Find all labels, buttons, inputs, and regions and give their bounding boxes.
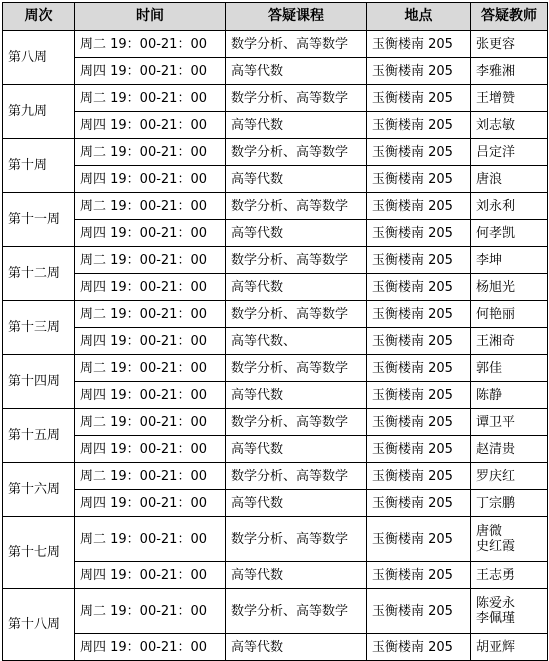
- teacher-name: 陈爱永: [476, 596, 516, 611]
- course-cell: 数学分析、高等数学: [226, 85, 367, 112]
- header-row: [3, 3, 548, 31]
- week-cell: 第十五周: [3, 409, 75, 463]
- teacher-name: 李雅湘: [476, 63, 516, 79]
- place-cell: 玉衡楼南 205: [367, 328, 471, 355]
- time-cell: 周四 19：00-21：00: [75, 436, 226, 463]
- teacher-cell: [471, 112, 548, 139]
- week-cell: 第十七周: [3, 517, 75, 589]
- teacher-cell: [471, 436, 548, 463]
- teacher-cell: [471, 328, 548, 355]
- teacher-cell: [471, 139, 548, 166]
- header-course: 答疑课程: [226, 3, 367, 31]
- teacher-name: 罗庆红: [476, 468, 516, 484]
- teacher-name: 丁宗鹏: [476, 495, 516, 511]
- course-cell: 高等代数: [226, 112, 367, 139]
- time-cell: 周四 19：00-21：00: [75, 382, 226, 409]
- teacher-cell: [471, 274, 548, 301]
- place-cell: 玉衡楼南 205: [367, 589, 471, 634]
- teacher-name: 唐微: [476, 524, 503, 539]
- table-row: [3, 247, 548, 274]
- teacher-cell: [471, 301, 548, 328]
- time-cell: 周二 19：00-21：00: [75, 301, 226, 328]
- course-cell: 数学分析、高等数学: [226, 139, 367, 166]
- teacher-name: 何孝凯: [476, 225, 516, 241]
- place-cell: 玉衡楼南 205: [367, 382, 471, 409]
- header-teacher: 答疑教师: [471, 3, 548, 31]
- table-row: [3, 463, 548, 490]
- time-cell: 周四 19：00-21：00: [75, 562, 226, 589]
- place-cell: 玉衡楼南 205: [367, 139, 471, 166]
- table-row: [3, 382, 548, 409]
- teacher-cell: [471, 562, 548, 589]
- time-cell: 周四 19：00-21：00: [75, 58, 226, 85]
- teacher-cell: [471, 166, 548, 193]
- teacher-cell: [471, 193, 548, 220]
- place-cell: 玉衡楼南 205: [367, 634, 471, 661]
- course-cell: 高等代数: [226, 436, 367, 463]
- course-cell: 高等代数、: [226, 328, 367, 355]
- time-cell: 周四 19：00-21：00: [75, 112, 226, 139]
- teacher-cell: [471, 634, 548, 661]
- place-cell: 玉衡楼南 205: [367, 247, 471, 274]
- teacher-name: 杨旭光: [476, 279, 516, 295]
- teacher-cell: [471, 247, 548, 274]
- teacher-cell: [471, 355, 548, 382]
- table-row: [3, 220, 548, 247]
- teacher-name: 谭卫平: [476, 414, 516, 430]
- time-cell: 周二 19：00-21：00: [75, 193, 226, 220]
- table-row: [3, 85, 548, 112]
- time-cell: 周四 19：00-21：00: [75, 274, 226, 301]
- week-cell: 第八周: [3, 31, 75, 85]
- course-cell: 高等代数: [226, 58, 367, 85]
- place-cell: 玉衡楼南 205: [367, 166, 471, 193]
- table-row: [3, 562, 548, 589]
- time-cell: 周二 19：00-21：00: [75, 409, 226, 436]
- course-cell: 数学分析、高等数学: [226, 409, 367, 436]
- teacher-name: 唐浪: [476, 171, 503, 187]
- course-cell: 高等代数: [226, 220, 367, 247]
- course-cell: 数学分析、高等数学: [226, 193, 367, 220]
- place-cell: 玉衡楼南 205: [367, 562, 471, 589]
- teacher-cell: [471, 589, 548, 634]
- schedule-body: [3, 31, 548, 661]
- week-cell: 第十二周: [3, 247, 75, 301]
- time-cell: 周四 19：00-21：00: [75, 166, 226, 193]
- place-cell: 玉衡楼南 205: [367, 58, 471, 85]
- table-row: [3, 589, 548, 634]
- table-row: [3, 58, 548, 85]
- teacher-name: 胡亚辉: [476, 639, 516, 655]
- teacher-name: 刘志敏: [476, 117, 516, 133]
- course-cell: 高等代数: [226, 274, 367, 301]
- teacher-name: 王增赞: [476, 90, 516, 106]
- time-cell: 周四 19：00-21：00: [75, 328, 226, 355]
- course-cell: 高等代数: [226, 562, 367, 589]
- week-cell: 第十四周: [3, 355, 75, 409]
- place-cell: 玉衡楼南 205: [367, 355, 471, 382]
- time-cell: 周二 19：00-21：00: [75, 31, 226, 58]
- table-row: [3, 634, 548, 661]
- table-row: [3, 166, 548, 193]
- teacher-cell: [471, 85, 548, 112]
- place-cell: 玉衡楼南 205: [367, 220, 471, 247]
- week-cell: 第十三周: [3, 301, 75, 355]
- teacher-name: 王湘奇: [476, 333, 516, 349]
- place-cell: 玉衡楼南 205: [367, 112, 471, 139]
- place-cell: 玉衡楼南 205: [367, 517, 471, 562]
- table-row: [3, 274, 548, 301]
- course-cell: 高等代数: [226, 166, 367, 193]
- table-row: [3, 517, 548, 562]
- teacher-cell: [471, 31, 548, 58]
- time-cell: 周二 19：00-21：00: [75, 463, 226, 490]
- course-cell: 数学分析、高等数学: [226, 247, 367, 274]
- place-cell: 玉衡楼南 205: [367, 436, 471, 463]
- time-cell: 周四 19：00-21：00: [75, 634, 226, 661]
- teacher-cell: [471, 382, 548, 409]
- teacher-name: 李坤: [476, 252, 503, 268]
- place-cell: 玉衡楼南 205: [367, 463, 471, 490]
- teacher-name: 陈静: [476, 387, 503, 403]
- course-cell: 数学分析、高等数学: [226, 355, 367, 382]
- week-cell: 第十周: [3, 139, 75, 193]
- course-cell: 高等代数: [226, 382, 367, 409]
- header-time: 时间: [75, 3, 226, 31]
- time-cell: 周二 19：00-21：00: [75, 85, 226, 112]
- teacher-name: 张更容: [476, 36, 516, 52]
- place-cell: 玉衡楼南 205: [367, 85, 471, 112]
- teacher-name: 史红霞: [476, 539, 516, 554]
- teacher-cell: [471, 490, 548, 517]
- table-row: [3, 301, 548, 328]
- time-cell: 周二 19：00-21：00: [75, 517, 226, 562]
- place-cell: 玉衡楼南 205: [367, 490, 471, 517]
- course-cell: 数学分析、高等数学: [226, 31, 367, 58]
- time-cell: 周二 19：00-21：00: [75, 247, 226, 274]
- teacher-name: 郭佳: [476, 360, 503, 376]
- place-cell: 玉衡楼南 205: [367, 301, 471, 328]
- table-row: [3, 436, 548, 463]
- schedule-table: [2, 2, 548, 661]
- week-cell: 第九周: [3, 85, 75, 139]
- course-cell: 高等代数: [226, 490, 367, 517]
- course-cell: 高等代数: [226, 634, 367, 661]
- teacher-name: 刘永利: [476, 198, 516, 214]
- teacher-cell: [471, 58, 548, 85]
- time-cell: 周二 19：00-21：00: [75, 355, 226, 382]
- teacher-name: 赵清贵: [476, 441, 516, 457]
- course-cell: 数学分析、高等数学: [226, 301, 367, 328]
- time-cell: 周二 19：00-21：00: [75, 589, 226, 634]
- course-cell: 数学分析、高等数学: [226, 463, 367, 490]
- place-cell: 玉衡楼南 205: [367, 274, 471, 301]
- table-row: [3, 328, 548, 355]
- time-cell: 周四 19：00-21：00: [75, 220, 226, 247]
- table-row: [3, 193, 548, 220]
- table-row: [3, 31, 548, 58]
- time-cell: 周二 19：00-21：00: [75, 139, 226, 166]
- week-cell: 第十六周: [3, 463, 75, 517]
- week-cell: 第十八周: [3, 589, 75, 661]
- teacher-cell: [471, 463, 548, 490]
- teacher-name: 吕定洋: [476, 144, 516, 160]
- table-row: [3, 490, 548, 517]
- table-row: [3, 139, 548, 166]
- teacher-name: 王志勇: [476, 567, 516, 583]
- table-row: [3, 112, 548, 139]
- teacher-cell: [471, 517, 548, 562]
- teacher-cell: [471, 220, 548, 247]
- teacher-name: 李佩瑾: [476, 611, 516, 626]
- course-cell: 数学分析、高等数学: [226, 517, 367, 562]
- teacher-cell: [471, 409, 548, 436]
- header-place: 地点: [367, 3, 471, 31]
- header-week: 周次: [3, 3, 75, 31]
- week-cell: 第十一周: [3, 193, 75, 247]
- place-cell: 玉衡楼南 205: [367, 193, 471, 220]
- table-row: [3, 355, 548, 382]
- place-cell: 玉衡楼南 205: [367, 409, 471, 436]
- course-cell: 数学分析、高等数学: [226, 589, 367, 634]
- time-cell: 周四 19：00-21：00: [75, 490, 226, 517]
- teacher-name: 何艳丽: [476, 306, 516, 322]
- table-row: [3, 409, 548, 436]
- place-cell: 玉衡楼南 205: [367, 31, 471, 58]
